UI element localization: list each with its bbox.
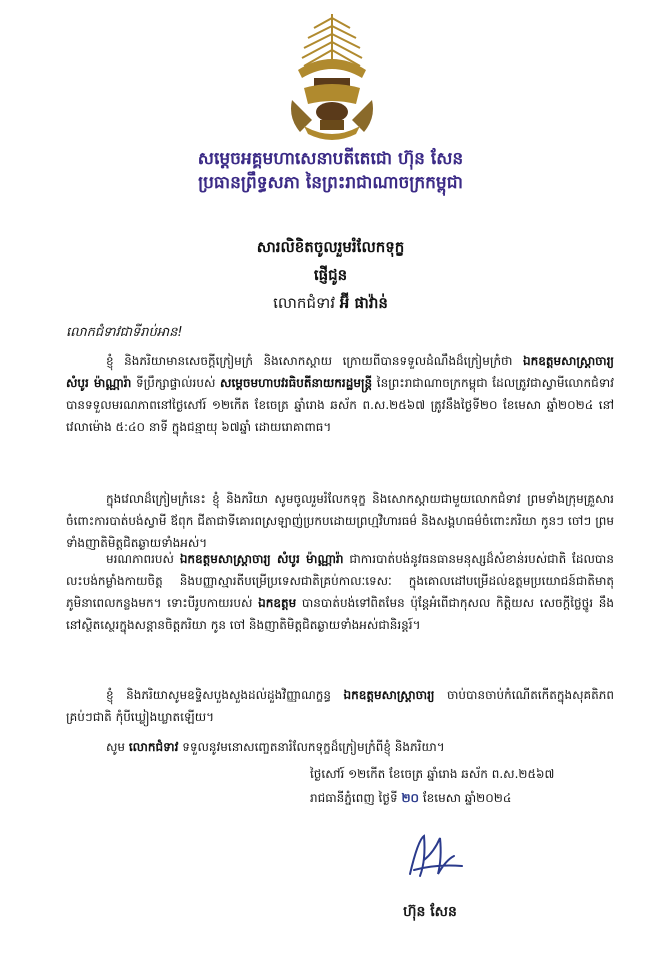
signatory-name: ហ៊ុន សែន (403, 904, 457, 920)
sender-title: សម្តេចអគ្គមហាសេនាបតីតេជោ ហ៊ុន សែន (197, 149, 464, 169)
deceased-honorific: ឯកឧត្តម (258, 596, 297, 610)
date-day: ២០ (401, 791, 420, 805)
paragraph-1 (66, 350, 614, 438)
paragraph-3 (66, 548, 614, 636)
recipient-honorific-2: លោកជំទាវ (128, 740, 179, 754)
paragraph-3-text-a: មរណភាពរបស់ (106, 552, 174, 566)
paragraph-1-text-e: នៃព្រះរាជាណាចក្រកម្ពុជា ដែលត្រូវជាស្វាមីលោកជំទាវ បានទទួលមរណភាពនៅថ្ងៃសៅរ៍ ១២កើត ខែចេត្រ ឆ្នាំរោង ឆស័ក ព.ស.២៥៦៧ ត្រូវនឹងថ្ងៃទី២០ ខែមេសា ឆ្នាំ២០២៤ នៅវេលាម៉ោង ៥:៤០ នាទី ក្នុងជន្មាយុ ៦៧ឆ្នាំ ដោយរោគាពាធ។ (66, 376, 614, 434)
deceased-honorific-2: ឯកឧត្តមសាស្ត្រាចារ្យ (343, 688, 435, 702)
date-month-year: ខែមេសា ឆ្នាំ២០២៤ (422, 791, 512, 805)
paragraph-4-text-c: ចាប់បានចាប់កំណើតកើតក្នុងសុគតិភពគ្រប់ៗជាតិ កុំបីឃ្លៀងឃ្លាតឡើយ។ (66, 688, 614, 724)
date-lunar: ថ្ងៃសៅរ៍ ១២កើត ខែចេត្រ ឆ្នាំរោង ឆស័ក ព.ស.២៥៦៧ (310, 767, 555, 781)
paragraph-4 (66, 684, 614, 728)
salutation: លោកជំទាវជាទីរាប់អាន! (66, 325, 183, 340)
sender-position: ប្រធានព្រឹទ្ធសភា នៃព្រះរាជាណាចក្រកម្ពុជា (198, 173, 463, 193)
letter-recipient-label: ផ្ញើជូន (313, 266, 348, 284)
letter-title: សារលិខិតចូលរួមរំលែកទុក្ខ (256, 238, 405, 256)
handwritten-signature (400, 830, 472, 882)
paragraph-3-text-e: បានបាត់បង់ទៅពិតមែន ប៉ុន្តែអំពើជាកុសល កិត្តិយស សេចក្តីថ្លៃថ្នូរ នឹងនៅស្ថិតស្ថេរក្នុងសន្តានចិត្តភរិយា កូន ចៅ និងញាតិមិត្តជិតឆ្ងាយទាំងអស់ជានិរន្តរ៍។ (66, 596, 614, 632)
paragraph-3-text-c: ជាការបាត់បង់នូវធនធានមនុស្សដ៏សំខាន់របស់ជាតិ ដែលបានលះបង់កម្លាំងកាយចិត្ត និងបញ្ញាស្មារតីបម្រើប្រទេសជាតិគ្រប់កាលៈទេសៈ ក្នុងគោលដៅបម្រើដល់ឧត្តមប្រយោជន៍ជាតិមាតុភូមិនាពេលកន្លងមក។ ទោះបីរូបកាយរបស់ (66, 552, 614, 610)
recipient-name: អ៊ី ផាវ៉ាន់ (339, 294, 388, 312)
paragraph-1-text-a: ខ្ញុំ និងភរិយាមានសេចក្តីក្រៀមក្រំ និងសោកស្តាយ ក្រោយពីបានទទួលដំណឹងដ៏ក្រៀមក្រំថា (106, 354, 513, 368)
paragraph-2: ក្នុងវេលាដ៏ក្រៀមក្រំនេះ ខ្ញុំ និងភរិយា សូមចូលរួមរំលែកទុក្ខ និងសោកស្តាយជាមួយលោកជំទាវ ព្រមទាំងក្រុមគ្រួសារ ចំពោះការបាត់បង់ស្វាមី ឪពុក ជីតាជាទីគោរពស្រឡាញ់ប្រកបដោយព្រហ្មវិហារធម៌ និងសង្គហធម៌ចំពោះភរិយា កូនៗ ចៅៗ ព្រមទាំងញាតិមិត្តជិតឆ្ងាយទាំងអស់។ (66, 492, 614, 550)
deceased-name: ឯកឧត្តមសាស្ត្រាចារ្យ សំបូរ ម៉ាណ្ណារ៉ា (66, 354, 614, 390)
paragraph-5 (66, 736, 614, 758)
date-place (310, 790, 630, 808)
deceased-name-2: ឯកឧត្តមសាស្ត្រាចារ្យ សំបូរ ម៉ាណ្ណារ៉ា (179, 552, 344, 566)
letter-recipient (0, 294, 661, 316)
paragraph-1-text-c: ទីប្រឹក្សាផ្ទាល់របស់ (136, 376, 216, 390)
recipient-honorific: លោកជំទាវ (273, 294, 336, 312)
prime-minister-title: សម្តេចមហាបវរធិបតីនាយករដ្ឋមន្ត្រី (220, 376, 373, 390)
paragraph-5-text-a: សូម (106, 740, 126, 754)
royal-emblem-icon (284, 8, 380, 148)
paragraph-5-text-c: ទទួលនូវមនោសញ្ចេតនារំលែកទុក្ខដ៏ក្រៀមក្រំពីខ្ញុំ និងភរិយា។ (182, 740, 445, 754)
date-place-prefix: រាជធានីភ្នំពេញ ថ្ងៃទី (310, 791, 398, 805)
paragraph-4-text-a: ខ្ញុំ និងភរិយាសូមឧទ្ទិសបួងសួងដល់ដួងវិញ្ញាណក្ខន្ធ (106, 688, 331, 702)
